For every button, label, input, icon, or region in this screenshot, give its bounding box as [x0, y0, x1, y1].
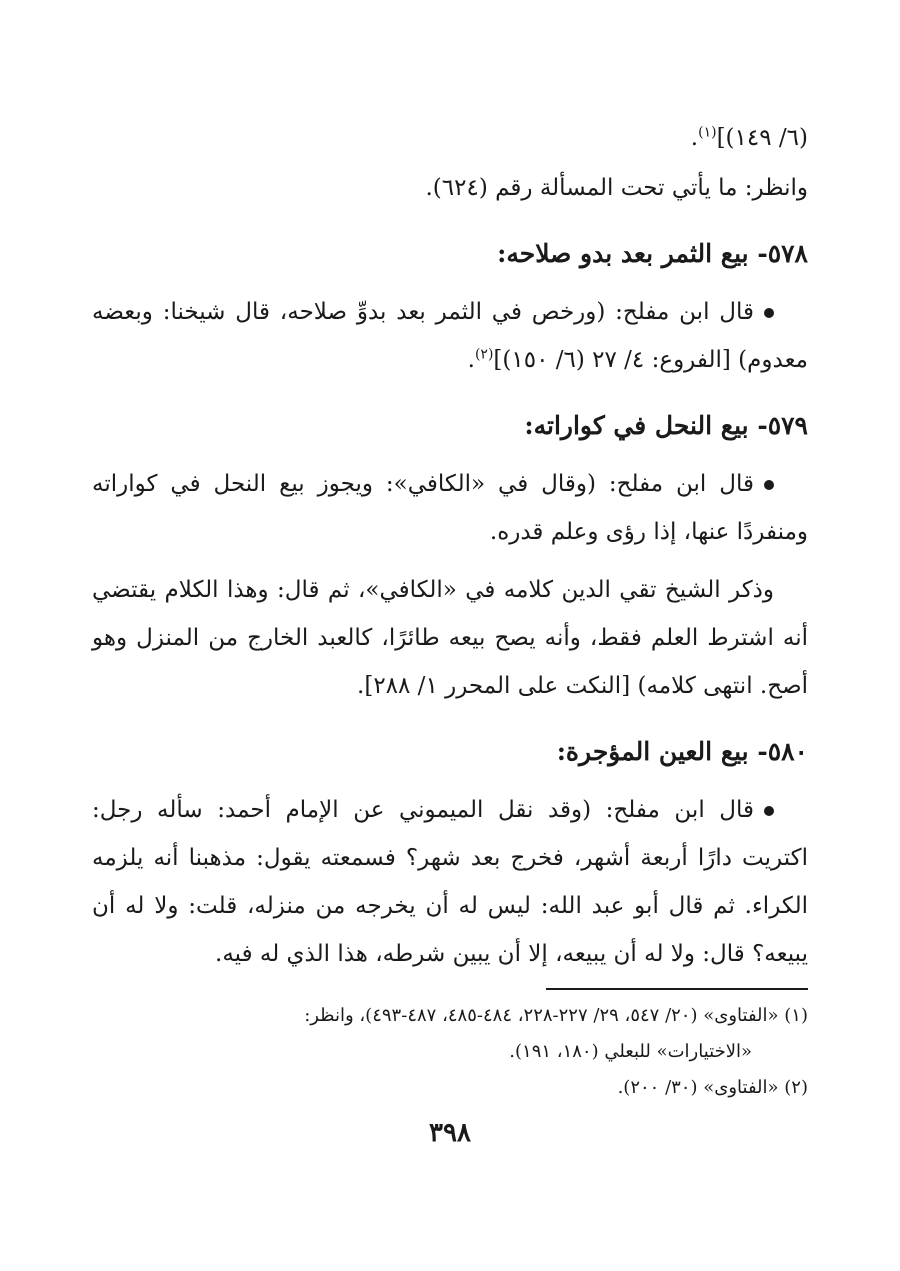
footnotes	[92, 998, 808, 1106]
footnote-1-continuation: «الاختيارات» للبعلي (١٨٠، ١٩١).	[509, 1041, 752, 1062]
paragraph-text: قال ابن مفلح: (وقال في «الكافي»: ويجوز بيع النحل في كواراته ومنفردًا عنها، إذا رؤى وعلم قدره.	[92, 471, 808, 545]
page-number: ٣٩٨	[429, 1118, 471, 1148]
section-paragraph	[92, 786, 808, 978]
section-paragraph	[92, 288, 808, 384]
section-paragraph	[92, 460, 808, 556]
footnote-marker: (٢)	[474, 346, 494, 363]
footnote-marker: (١)	[698, 124, 717, 141]
paragraph-text: قال ابن مفلح: (وقد نقل الميموني عن الإمام أحمد: سأله رجل: اكتريت دارًا أربعة أشهر، فخرج بعد شهر؟ فسمعته يقول: مذهبنا أنه يلزمه الكراء. ثم قال أبو عبد الله: ليس له أن يخرجه من منزله، قلت: ولا له أن يبيعه؟ قال: ولا له أن يبيعه، إلا أن يبين شرطه، هذا الذي له فيه.	[92, 797, 808, 967]
continuation-reference: (٦/ ١٤٩)]$^{(١)}$.	[690, 124, 808, 151]
footnote-divider	[546, 988, 808, 990]
footnote-1: (١) «الفتاوى» (٢٠/ ٥٤٧، ٢٩/ ٢٢٧-٢٢٨، ٤٨٤-٤٨٥، ٤٨٧-٤٩٣)، وانظر:	[304, 1005, 808, 1026]
section-heading: ٥٧٩- بيع النحل في كواراته:	[524, 411, 808, 440]
footnote-2: (٢) «الفتاوى» (٣٠/ ٢٠٠).	[617, 1077, 808, 1098]
section-paragraph: وذكر الشيخ تقي الدين كلامه في «الكافي»، ثم قال: وهذا الكلام يقتضي أنه اشترط العلم فقط، وأنه يصح بيعه طائرًا، كالعبد الخارج من المنزل وهو أصح. انتهى كلامه) [النكت على المحرر ١/ ٢٨٨].	[92, 577, 808, 699]
section-heading: ٥٨٠- بيع العين المؤجرة:	[556, 737, 808, 766]
paragraph-tail: .	[467, 347, 475, 373]
reference-text: (٦/ ١٤٩)]	[716, 125, 808, 151]
bullet-icon	[764, 806, 774, 816]
paragraph-text: قال ابن مفلح: (ورخص في الثمر بعد بدوِّ صلاحه، قال شيخنا: وبعضه معدوم) [الفروع: ٤/ ٢٧ (٦/ ١٥٠)]	[92, 299, 808, 373]
see-also-note: وانظر: ما يأتي تحت المسألة رقم (٦٢٤).	[425, 175, 808, 201]
bullet-icon	[764, 308, 774, 318]
section-heading: ٥٧٨- بيع الثمر بعد بدو صلاحه:	[497, 239, 808, 268]
bullet-icon	[764, 480, 774, 490]
